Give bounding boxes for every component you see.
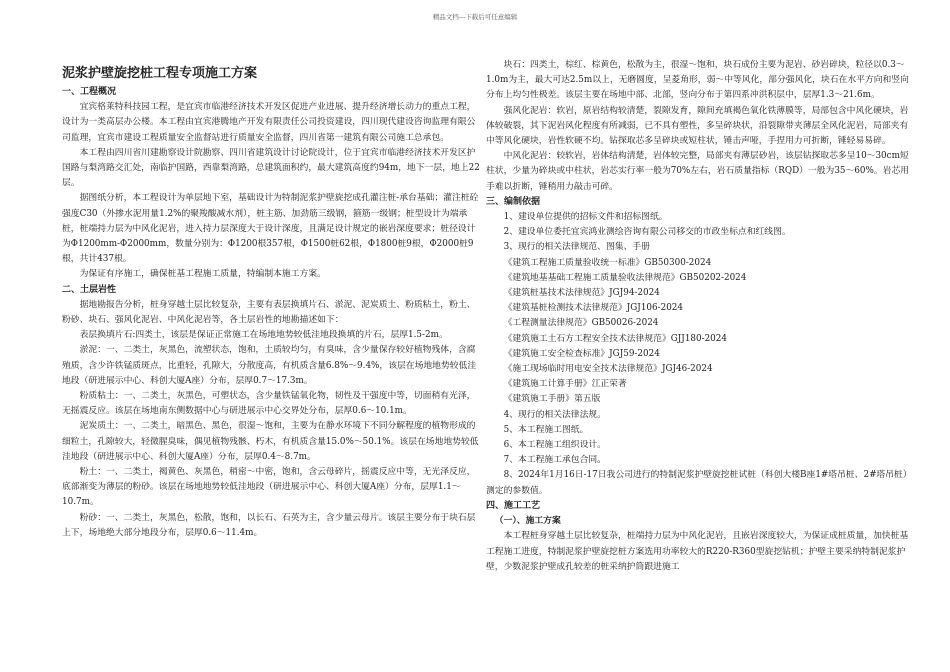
paragraph: 《施工现场临时用电安全技术法律规范》JGJ46-2024	[503, 364, 713, 375]
section-heading: （一）、施工方案	[494, 516, 561, 527]
paragraph: 表层换填片石:四类土，该层是保证正常施工在场地地势较低洼地段换填的片石，层厚1.5-2m。	[79, 330, 448, 341]
paragraph: 1、建设单位提供的招标文件和招标图纸。	[503, 212, 668, 223]
section-heading: 二、土层岩性	[62, 284, 117, 295]
paragraph: 中风化泥岩：较软岩，岩体结构清楚，岩体较完整，局部夹有薄层砂岩，该层钻探取芯多呈10～30cm短柱状，少量为碎块或中柱状，岩芯实行率一般为70%左右，岩石质量指标（RQD）一般为35～60%。岩芯用手难以折断，锤稍用力敲击可碎。	[486, 151, 910, 192]
paragraph: 强风化泥岩：软岩，原岩结构较清楚，裂隙发育，隙间充填褐色氧化铁薄膜等，局部包含中风化硬块，岩体较破裂，其下泥岩风化程度有所减弱，已不具有塑性，多呈碎块状，沿裂隙带夹薄层全风化泥岩，局部夹有中等风化硬块，岩性软硬不均。钻探取芯多呈碎块或短柱状，锤击声哑，手捏用力可折断，锤轻易易碎。	[486, 105, 909, 147]
paragraph: 《建筑桩基技术法律规范》JGJ94-2024	[503, 288, 660, 299]
paragraph: 4、现行的相关法律法规。	[503, 409, 606, 420]
paragraph: 《建筑地基基础工程施工质量验收法律规范》GB50202-2024	[503, 272, 747, 283]
paragraph: 《建筑施工安全检查标准》JGJ59-2024	[503, 348, 660, 359]
right-column	[486, 58, 911, 575]
paragraph: 6、本工程施工组织设计。	[503, 440, 606, 451]
paragraph: 5、本工程施工图纸。	[503, 424, 589, 435]
paragraph: 本工程桩身穿越土层比较复杂，桩端持力层为中风化泥岩，且嵌岩深度较大，为保证成桩质量，加快桩基工程施工进度，特制泥浆护壁旋挖桩方案选用功率较大的R220-R360型旋挖钻机；护壁主要采纳特制泥浆护壁，少数泥浆护壁成孔较差的桩采纳护筒跟进施工	[486, 531, 909, 572]
document-title: 泥浆护壁旋挖桩工程专项施工方案	[62, 66, 258, 81]
paragraph: 粉质粘土：一、二类土，灰黑色，可塑状态，含少量铁锰氧化物，韧性及干强度中等，切面稍有光泽，无摇震反应。该层在场地南东侧数据中心与研进展示中心交界处分布，层厚0.6～10.1m。	[62, 391, 476, 417]
paragraph: 粉砂：一、二类土，灰黑色，松散，饱和，以长石、石英为主，含少量云母片。该层主要分布于块石层上下，场地绝大部分地段分布，层厚0.6～11.4m。	[62, 512, 476, 538]
paragraph: 据图纸分析，本工程设计为单层地下室，基础设计为特制泥浆护壁旋挖成孔灌注桩-承台基础；灌注桩砼强度C30（外掺水泥用量1.2%的聚羧酸减水剂），桩主筋、加劲筋三级钢，箍筋一级钢；桩型设计为端承桩，桩端持力层为中风化泥岩，进入持力层深度大于设计深度，且满足设计规定的嵌岩深度要求；桩径设计为Φ1200mm-Φ2000mm，数量分别为：Φ1200根357根，Φ1500桩62根，Φ1800桩9根，Φ2000桩9根，共计437根。	[62, 193, 479, 265]
page-header: 精品文档---下载后可任意编辑	[432, 13, 518, 21]
paragraph: 《建筑工程施工质量验收统一标准》GB50300-2024	[503, 257, 712, 268]
paragraph: 《建筑施工手册》第五版	[503, 394, 601, 405]
paragraph: 块石：四类土，棕红、棕黄色，松散为主，很湿～饱和，块石成份主要为泥岩、砂岩碎块，粒径以0.3～1.0m为主，最大可达2.5m以上，无磨圆度，呈菱角形，弱～中等风化，部分强风化，块石在水平方向和竖向分布上均匀性极差。该层主要在场地中部、北部，竖向分布于第四系冲洪积层中，层厚1.3～21.6m。	[486, 60, 909, 101]
paragraph: 《建筑基桩检测技术法律规范》JGJ106-2024	[503, 303, 683, 314]
paragraph: 7、本工程施工承包合同。	[503, 455, 606, 466]
paragraph: 8、2024年1月16日-17日我公司进行的特制泥浆护壁旋挖桩试桩（科创大楼B座1#塔吊桩、2#塔吊桩）测定的参数值。	[486, 470, 908, 496]
paragraph: 粉土：一、二类土，褐黄色、灰黑色，稍密～中密，饱和，含云母碎片，摇震反应中等，无光泽反应，底部渐变为薄层的粉砂。该层在场地地势较低洼地段（研进展示中心、科创大厦A座）分布，层厚1.1～10.7m。	[62, 467, 476, 508]
section-heading: 一、工程概况	[62, 87, 117, 97]
paragraph: 宜宾格莱特科技园工程，是宜宾市临港经济技术开发区促进产业进展、提升经济增长动力的重点工程，设计为一类高层办公楼。本工程由宜宾港腾地产开发有限责任公司投资建设，四川现代建设咨询监理有限公司监理，宜宾市建设工程质量安全监督站进行质量安全监督，四川省第一建筑有限公司施工总承包。	[62, 102, 476, 143]
paragraph: 据地勘报告分析，桩身穿越土层比较复杂，主要有表层换填片石、淤泥、泥炭质土、粉质粘土，粉土、粉砂、块石、强风化泥岩、中风化泥岩等，各土层岩性的地勘描述如下：	[62, 299, 476, 326]
section-heading: 三、编制依据	[486, 196, 541, 207]
paragraph: 3、现行的相关法律规范、图集、手册	[503, 242, 650, 253]
paragraph: 2、建设单位委托宜宾鸿业测绘咨询有限公司移交的市政坐标点和红线图。	[503, 227, 791, 238]
paragraph: 淤泥：一、二类土，灰黑色，流塑状态，饱和，土质较均匀，有臭味，含少量保存较好植物残体，含腐殖质，含少许铁锰质斑点，比重轻，孔隙大，分散度高，有机质含量6.8%～9.4%，该层在场地地势较低洼地段（研进展示中心、科创大厦A座）分布，层厚0.7～17.3m。	[62, 345, 477, 386]
paragraph: 《建筑施工计算手册》江正荣著	[503, 379, 627, 390]
paragraph: 本工程由四川省川建勘察设计院勘察、四川省建筑设计讨论院设计，位于宜宾市临港经济技术开发区护国路与梨湾路交汇处，南临护国路，西靠梨湾路，总建筑面积约，最大建筑高度约94m，地下一层，地上22层。	[62, 147, 480, 189]
paragraph: 《建筑施工土石方工程安全技术法律规范》GJJ180-2024	[503, 333, 727, 344]
paragraph: 《工程测量法律规范》GB50026-2024	[503, 318, 659, 329]
paragraph: 为保证有序施工，确保桩基工程施工质量，特编制本施工方案。	[79, 269, 326, 280]
left-column	[62, 58, 482, 541]
paragraph: 泥炭质土：一、二类土，暗黑色、黑色，很湿～饱和，主要为在静水环境下不同分解程度的植物形成的细粒土，孔隙较大，轻微腥臭味，偶见植物残骸、朽木，有机质含量15.0%～50.1%。该层在场地地势较低洼地段（研进展示中心、科创大厦A座）分布，层厚0.4～8.7m。	[62, 421, 479, 462]
section-heading: 四、施工工艺	[486, 500, 541, 511]
